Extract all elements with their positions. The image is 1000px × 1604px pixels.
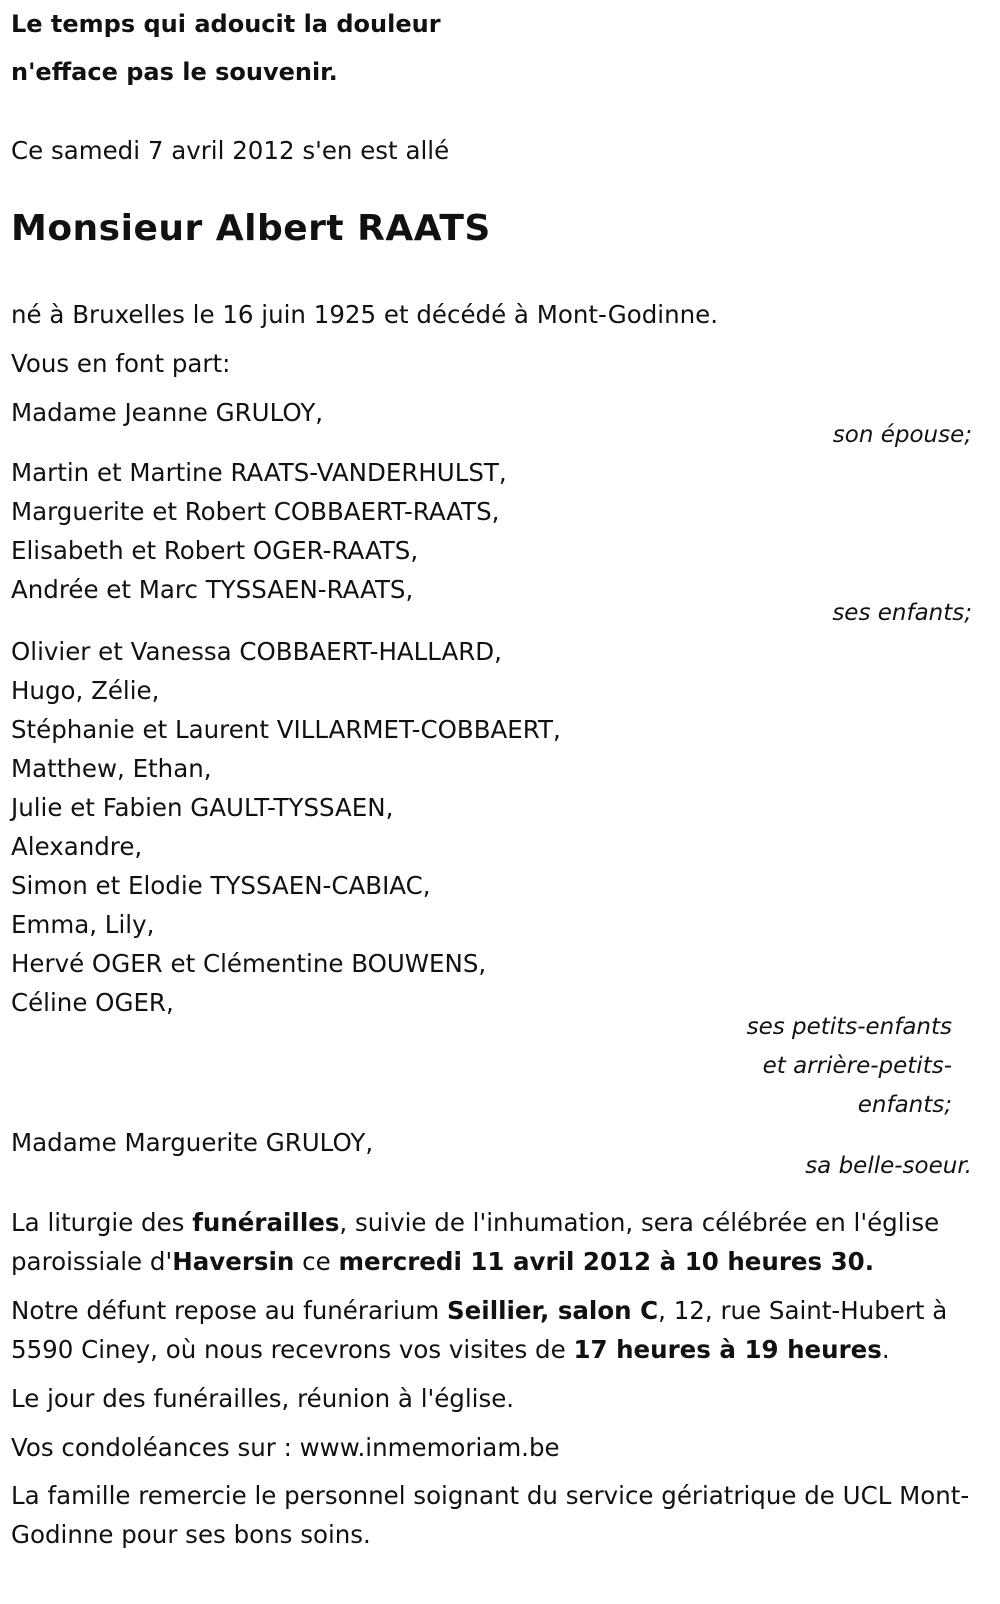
grandchild-entry: Julie et Fabien GAULT-TYSSAEN, <box>11 793 394 822</box>
visitation-text: , 12, rue Saint-Hubert à 5590 Ciney, où nous recevrons vos visites de <box>11 1296 948 1364</box>
grandchild-entry: Hervé OGER et Clémentine BOUWENS, <box>11 949 487 978</box>
funeral-text: La liturgie des <box>11 1208 193 1237</box>
grandchild-entry: Olivier et Vanessa COBBAERT-HALLARD, <box>11 637 502 666</box>
funeral-word: funérailles <box>192 1208 340 1237</box>
grandchildren-role-line: enfants; <box>857 1092 952 1118</box>
sister-in-law-name: Madame Marguerite GRULOY, <box>11 1128 374 1157</box>
children-role: ses enfants; <box>832 600 972 626</box>
sister-in-law-role: sa belle-soeur. <box>805 1153 972 1179</box>
deceased-name: Monsieur Albert RAATS <box>11 208 491 249</box>
grandchild-entry: Emma, Lily, <box>11 910 155 939</box>
spouse-role: son épouse; <box>832 422 972 448</box>
funeral-text: ce <box>294 1247 339 1276</box>
thanks-paragraph: La famille remercie le personnel soignant du service gériatrique de UCL Mont-Godinne pour ses bons soins. <box>11 1481 970 1549</box>
child-entry: Marguerite et Robert COBBAERT-RAATS, <box>11 497 500 526</box>
grandchild-entry: Céline OGER, <box>11 988 174 1017</box>
visiting-hours: 17 heures à 19 heures <box>573 1335 882 1364</box>
church-location: Haversin <box>172 1247 295 1276</box>
announce-text: Vous en font part: <box>11 349 231 378</box>
visitation-text: . <box>881 1335 890 1364</box>
birth-death-info: né à Bruxelles le 16 juin 1925 et décédé à Mont-Godinne. <box>11 300 718 329</box>
funeral-text: , suivie de l'inhumation, sera célébrée en l'église paroissiale d' <box>11 1208 940 1276</box>
spouse-name: Madame Jeanne GRULOY, <box>11 398 324 427</box>
funeral-paragraph <box>11 1203 976 1281</box>
grandchild-entry: Matthew, Ethan, <box>11 754 212 783</box>
grandchild-entry: Hugo, Zélie, <box>11 676 160 705</box>
child-entry: Elisabeth et Robert OGER-RAATS, <box>11 536 419 565</box>
funeral-home-name: Seillier, salon C <box>447 1296 659 1325</box>
visitation-paragraph <box>11 1291 976 1369</box>
visitation-text: Notre défunt repose au funérarium <box>11 1296 448 1325</box>
grandchildren-role <box>747 1008 952 1125</box>
epigraph-line-2: n'efface pas le souvenir. <box>11 58 338 86</box>
child-entry: Martin et Martine RAATS-VANDERHULST, <box>11 458 507 487</box>
funeral-datetime: mercredi 11 avril 2012 à 10 heures 30. <box>338 1247 875 1276</box>
intro-text: Ce samedi 7 avril 2012 s'en est allé <box>11 136 450 165</box>
grandchildren-role-line: et arrière-petits- <box>762 1053 952 1079</box>
meeting-info: Le jour des funérailles, réunion à l'église. <box>11 1384 515 1413</box>
child-entry: Andrée et Marc TYSSAEN-RAATS, <box>11 575 414 604</box>
epigraph-line-1: Le temps qui adoucit la douleur <box>11 10 441 38</box>
grandchild-entry: Simon et Elodie TYSSAEN-CABIAC, <box>11 871 431 900</box>
condolences-info: Vos condoléances sur : www.inmemoriam.be <box>11 1433 560 1462</box>
grandchild-entry: Stéphanie et Laurent VILLARMET-COBBAERT, <box>11 715 561 744</box>
grandchildren-role-line: ses petits-enfants <box>746 1014 952 1040</box>
grandchild-entry: Alexandre, <box>11 832 143 861</box>
epigraph <box>11 0 441 96</box>
